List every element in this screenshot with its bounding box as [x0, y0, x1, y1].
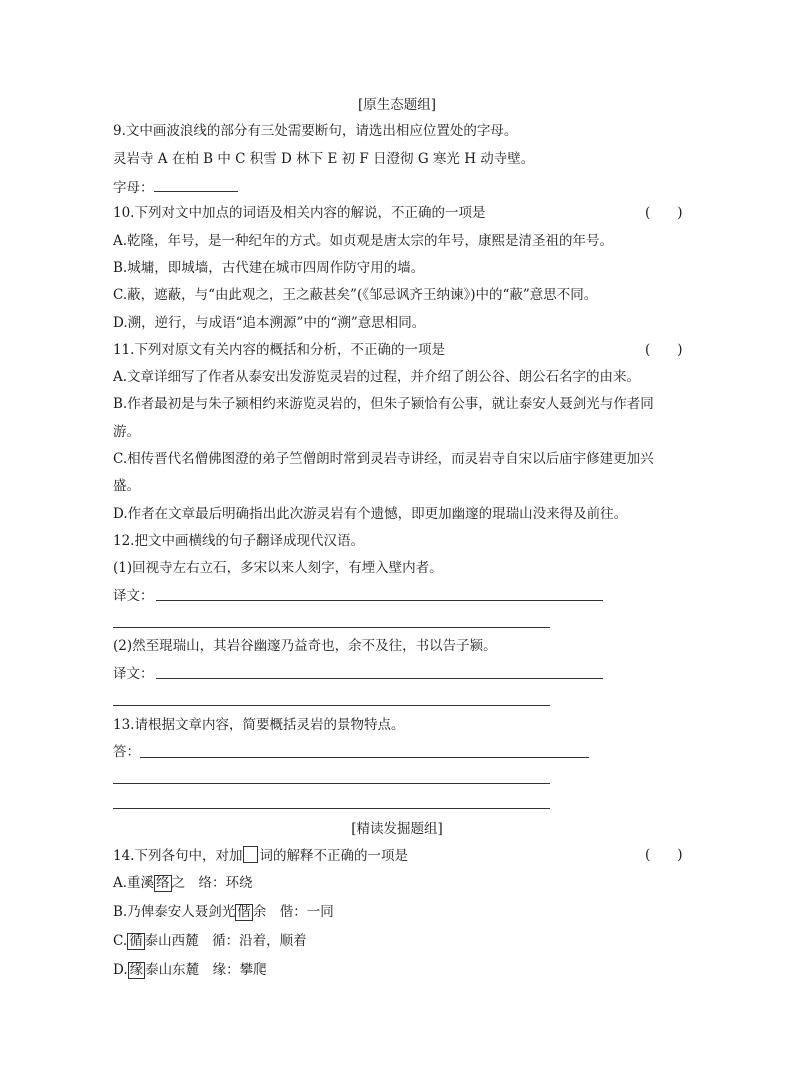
q12-answer-line-1a[interactable]: [156, 600, 603, 601]
q12-answer-line-2b[interactable]: [113, 705, 550, 706]
q10-answer-paren[interactable]: ( ): [645, 205, 683, 221]
q11-option-a: A.文章详细写了作者从泰安出发游览灵岩的过程，并介绍了朗公谷、朗公石名字的由来。: [113, 369, 641, 385]
section-header-close-reading: [精读发掘题组]: [351, 821, 443, 837]
q10-option-b: B.城墉，即城墙，古代建在城市四周作防守用的墙。: [113, 260, 425, 276]
q9-answer-label: 字母：: [113, 180, 154, 196]
q14-c-boxed-word: 循: [129, 933, 143, 949]
q11-option-c-line2: 盛。: [113, 478, 140, 494]
q13-stem: 13.请根据文章内容，简要概括灵岩的景物特点。: [113, 717, 405, 733]
q11-option-c-line1: C.相传晋代名僧佛图澄的弟子竺僧朗时常到灵岩寺讲经，而灵岩寺自宋以后庙宇修建更加兴: [113, 451, 654, 467]
q11-option-b-line2: 游。: [113, 424, 140, 440]
q14-b-boxed-word: 偕: [237, 904, 251, 920]
q14-d-post: 泰山东麓 缘：攀爬: [145, 962, 267, 978]
q11-option-d: D.作者在文章最后明确指出此次游灵岩有个遗憾，即更加幽邃的琨瑞山没来得及前往。: [113, 506, 628, 522]
q11-stem: 11.下列对原文有关内容的概括和分析，不正确的一项是: [113, 342, 445, 358]
q14-d-boxed-word: 缘: [129, 962, 144, 978]
q12-stem: 12.把文中画横线的句子翻译成现代汉语。: [113, 533, 364, 549]
q12-answer-line-1b[interactable]: [113, 627, 550, 628]
q14-option-b: [113, 903, 334, 921]
q12-sentence-2: (2)然至琨瑞山，其岩谷幽邃乃益奇也，余不及往，书以告子颍。: [113, 638, 497, 654]
q14-option-d: [113, 961, 267, 979]
q9-answer-row: [113, 177, 238, 197]
q12-translation-label-1: 译文：: [113, 588, 154, 604]
q13-answer-label: 答：: [113, 744, 140, 760]
q12-translation-label-2: 译文：: [113, 666, 154, 682]
q9-sentence: 灵岩寺 A 在柏 B 中 C 积雪 D 林下 E 初 F 日澄彻 G 寒光 H 动寺壁。: [113, 151, 535, 167]
q14-d-pre: D.: [113, 962, 128, 978]
q14-stem: [113, 846, 408, 865]
q14-a-boxed-word: 络: [156, 875, 170, 891]
q14-b-post: 余 偕：一同: [252, 904, 334, 920]
q14-answer-paren[interactable]: ( ): [645, 847, 683, 863]
q11-answer-paren[interactable]: ( ): [645, 342, 683, 358]
q13-answer-line-3[interactable]: [113, 808, 550, 809]
q12-answer-line-2a[interactable]: [156, 678, 603, 679]
q14-a-post: 之 络：环绕: [171, 875, 253, 891]
q14-c-pre: C.: [113, 933, 128, 949]
q13-answer-line-2[interactable]: [113, 783, 550, 784]
q14-c-post: 泰山西麓 循：沿着，顺着: [144, 933, 307, 949]
q14-stem-pre: 14.下列各句中，对加: [113, 848, 243, 864]
q10-option-d: D.溯，逆行，与成语“追本溯源”中的“溯”意思相同。: [113, 315, 426, 331]
q9-answer-blank[interactable]: [154, 177, 238, 192]
q11-option-b-line1: B.作者最初是与朱子颍相约来游览灵岩的，但朱子颍恰有公事，就让泰安人聂剑光与作者同: [113, 396, 654, 412]
q14-blank-box: [243, 846, 258, 863]
q14-b-pre: B.乃俾泰安人聂剑光: [113, 904, 236, 920]
section-header-original: [原生态题组]: [357, 97, 437, 113]
q14-a-pre: A.重溪: [113, 875, 155, 891]
q10-option-c: C.蔽，遮蔽，与“由此观之，王之蔽甚矣”(《邹忌讽齐王纳谏》)中的“蔽”意思不同。: [113, 287, 598, 303]
q13-answer-line-1[interactable]: [140, 757, 589, 758]
q14-option-a: [113, 874, 253, 892]
q9-stem: 9.文中画波浪线的部分有三处需要断句，请选出相应位置处的字母。: [113, 123, 518, 139]
q14-option-c: [113, 932, 307, 950]
q12-sentence-1: (1)回视寺左右立石，多宋以来人刻字，有堙入壁内者。: [113, 560, 443, 576]
q14-stem-post: 词的解释不正确的一项是: [259, 848, 408, 864]
q10-stem: 10.下列对文中加点的词语及相关内容的解说，不正确的一项是: [113, 205, 486, 221]
q10-option-a: A.乾隆，年号，是一种纪年的方式。如贞观是唐太宗的年号，康熙是清圣祖的年号。: [113, 233, 614, 249]
